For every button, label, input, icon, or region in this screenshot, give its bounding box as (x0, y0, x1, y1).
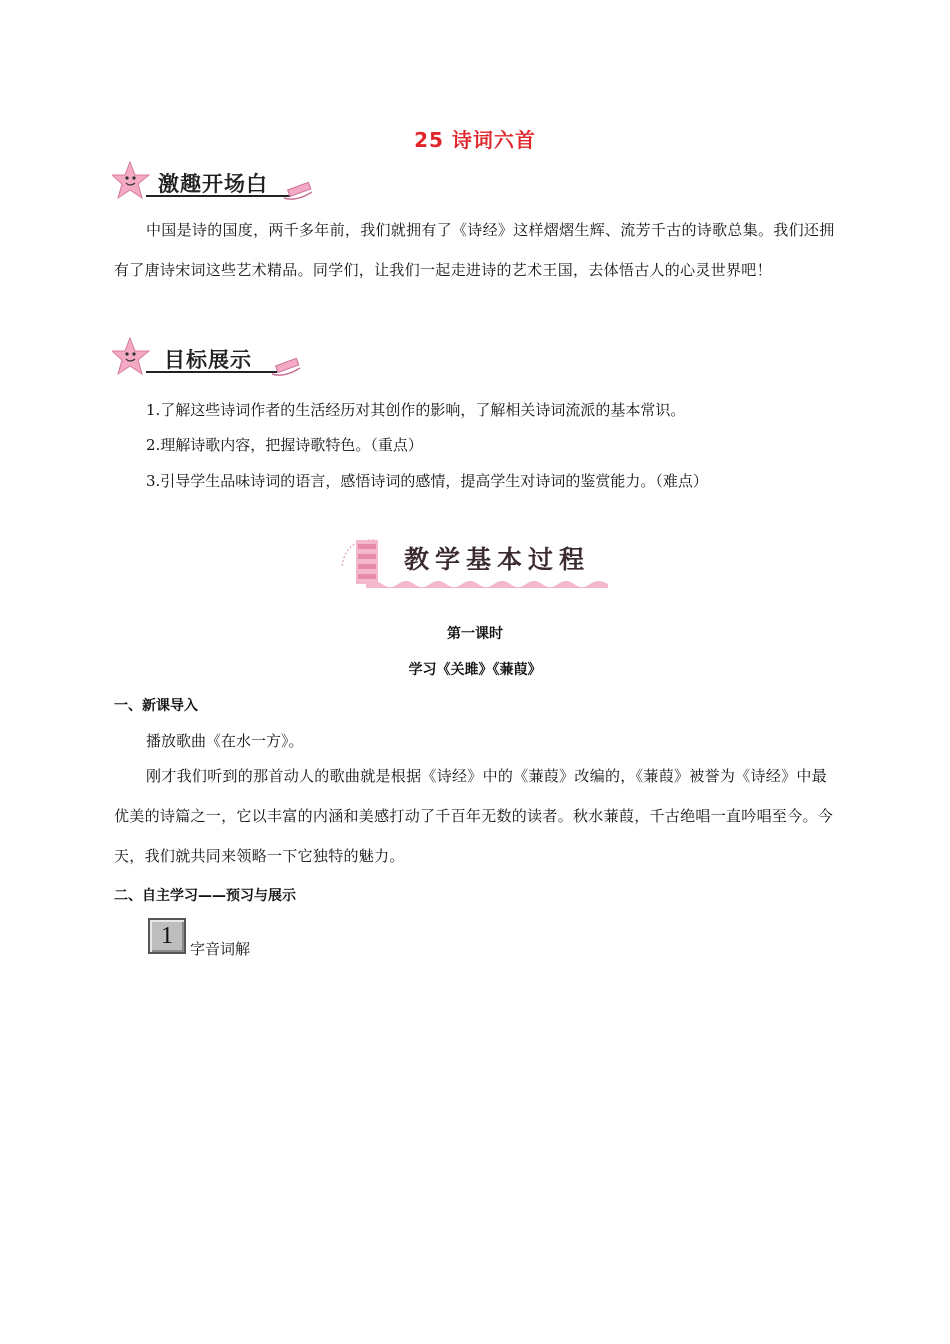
step-number-badge: 1 (148, 918, 186, 954)
part2-heading: 二、自主学习——预习与展示 (114, 888, 296, 904)
part1-line: 播放歌曲《在水一方》。 (146, 732, 304, 750)
process-label: 教学基本过程 (404, 545, 591, 574)
section-label-goals: 目标展示 (164, 348, 252, 372)
part1-heading: 一、新课导入 (114, 698, 198, 714)
lesson-period: 第一课时 (447, 626, 503, 642)
process-banner (336, 532, 616, 592)
page-title: 25 诗词六首 (414, 128, 536, 152)
goal-item: 2.理解诗歌内容，把握诗歌特色。（重点） (146, 436, 423, 454)
goal-item: 3.引导学生品味诗词的语言，感悟诗词的感情，提高学生对诗词的鉴赏能力。（难点） (146, 472, 708, 490)
goal-item: 1.了解这些诗词作者的生活经历对其创作的影响，了解相关诗词流派的基本常识。 (146, 401, 686, 419)
section-banner-goals (112, 334, 312, 384)
section-banner-intro (112, 158, 322, 208)
part1-paragraph: 刚才我们听到的那首动人的歌曲就是根据《诗经》中的《蒹葭》改编的，《蒹葭》被誉为《诗经》中最优美的诗篇之一，它以丰富的内涵和美感打动了千百年无数的读者。秋水蒹葭，千古绝唱一直吟唱至今。今天，我们就共同来领略一下它独特的魅力。 (114, 767, 834, 865)
step-label: 字音词解 (190, 940, 251, 958)
section-label-intro: 激趣开场白 (158, 172, 268, 196)
intro-paragraph: 中国是诗的国度，两千多年前，我们就拥有了《诗经》这样熠熠生辉、流芳千古的诗歌总集。我们还拥有了唐诗宋词这些艺术精品。同学们，让我们一起走进诗的艺术王国，去体悟古人的心灵世界吧！ (114, 221, 835, 279)
lesson-topic: 学习《关雎》《蒹葭》 (408, 662, 542, 678)
